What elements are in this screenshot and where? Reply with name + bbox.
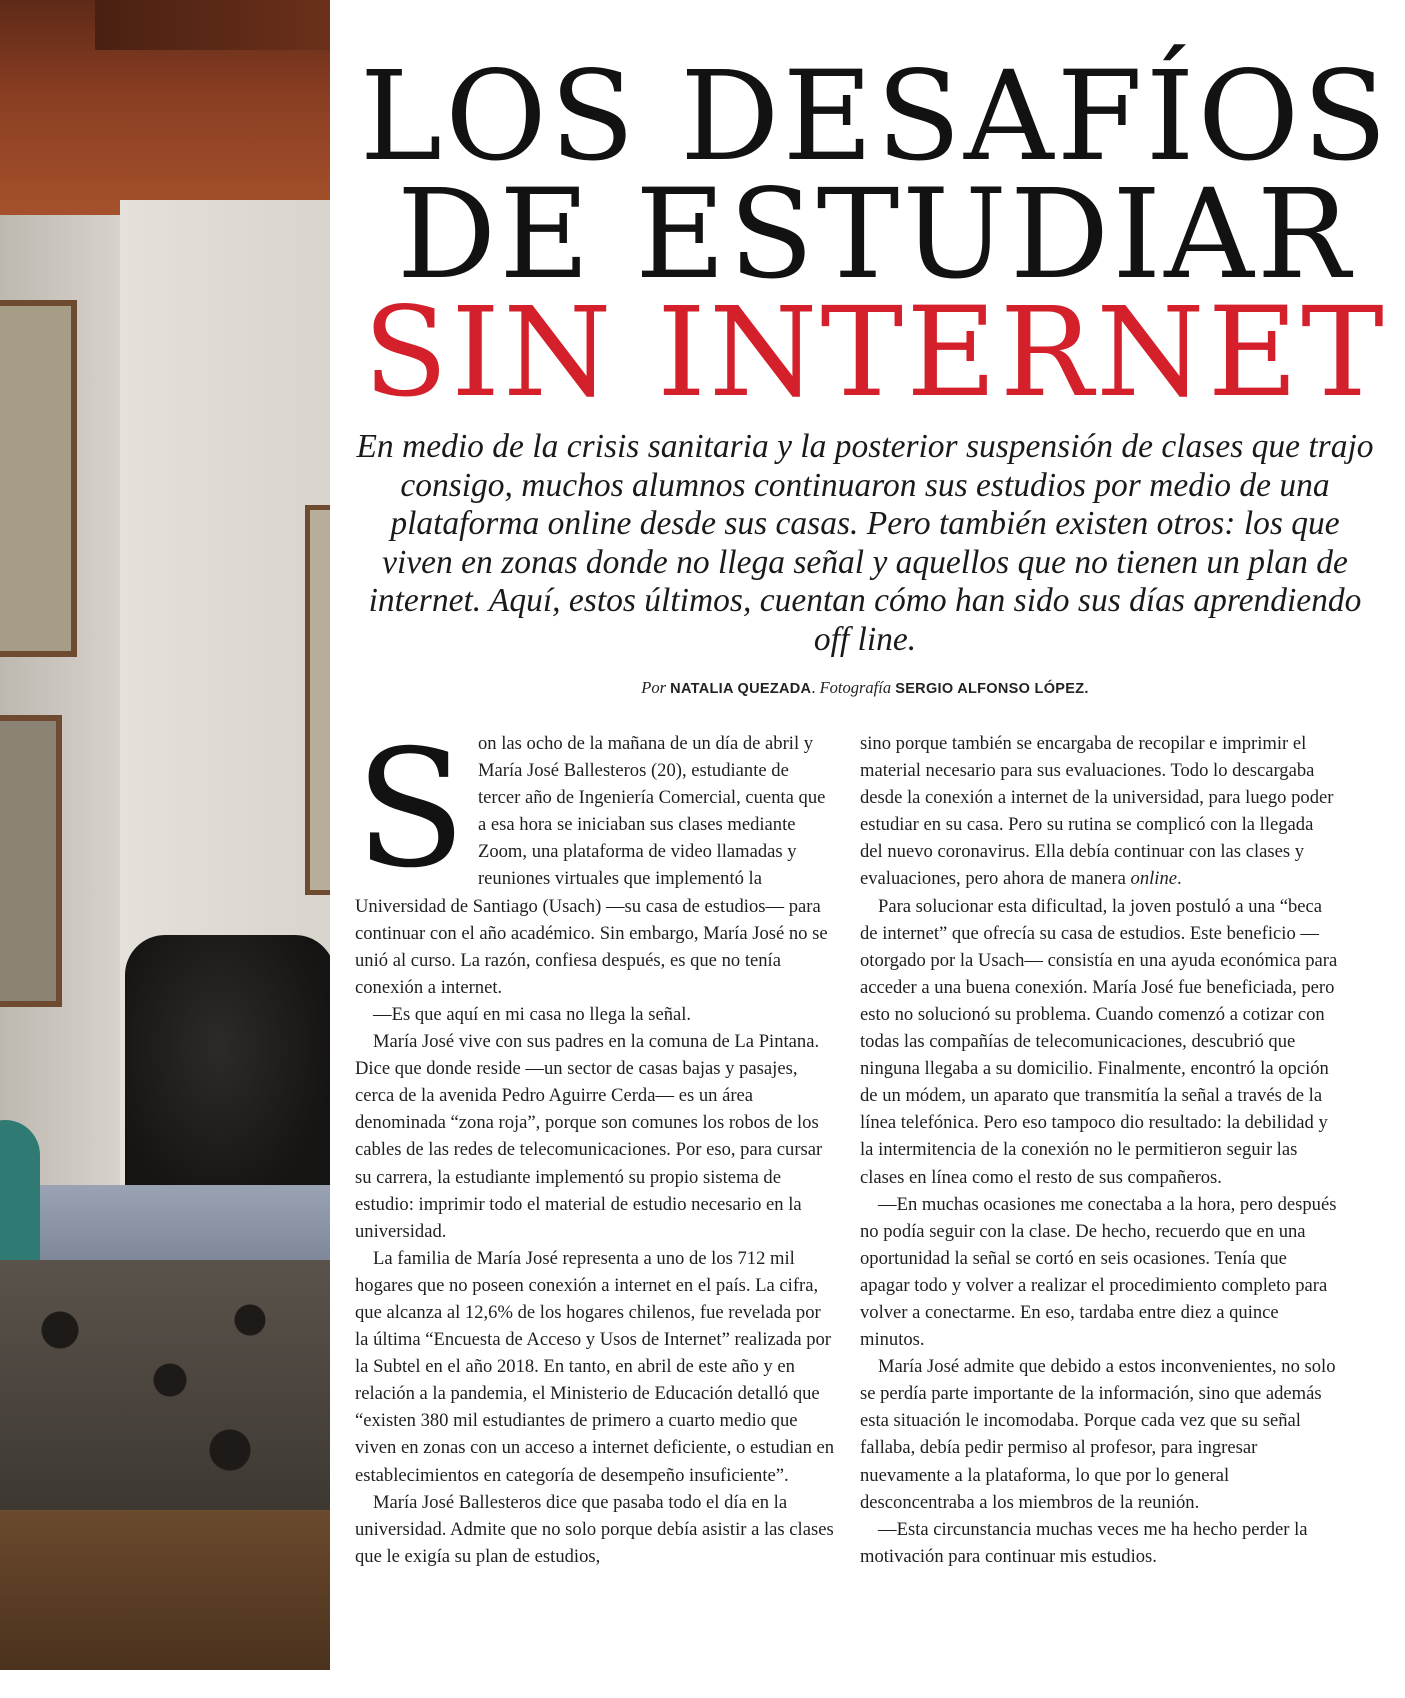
article-photo <box>0 0 330 1670</box>
body-paragraph: —Es que aquí en mi casa no llega la señal. <box>373 1003 692 1025</box>
byline <box>355 678 1375 698</box>
photo-cushion <box>0 1260 330 1510</box>
body-paragraph: Para solucionar esta dificultad, la joven postuló a una “beca de internet” que ofrecía su casa de estudios. Este beneficio —otorgado por la Usach— consistía en una ayuda económica para acceder a una buena conexión. María José fue beneficiada, pero esto no solucionó su problema. Cuando comenzó a cotizar con todas las compañías de telecomunicaciones, descubrió que ninguna llegaba a su domicilio. Finalmente, encontró la opción de un módem, un aparato que transmitía la señal a través de la línea telefónica. Pero eso tampoco dio resultado: la debilidad y la intermitencia de la conexión no le permitieron seguir las clases en línea como el resto de sus compañeros. <box>860 895 1338 1188</box>
body-paragraph: —Esta circunstancia muchas veces me ha hecho perder la motivación para continuar mis estudios. <box>860 1518 1308 1567</box>
body-paragraph: on las ocho de la mañana de un día de abril y María José Ballesteros (20), estudiante de tercer año de Ingeniería Comercial, cuenta que a esa hora se iniciaban sus clases mediante Zoom, una plataforma de video llamadas y reuniones virtuales que implementó la Universidad de Santiago (Usach) —su casa de estudios— para continuar con el año académico. Sin embargo, María José no se unió al curso. La razón, confiesa después, es que no tenía conexión a internet. <box>355 733 828 998</box>
photo-speaker <box>125 935 330 1215</box>
body-text-end: . <box>1177 868 1182 890</box>
body-italic-text: online <box>1130 868 1177 890</box>
body-text: sino porque también se encargaba de recopilar e imprimir el material necesario para sus evaluaciones. Todo lo descargaba desde la conexión a internet de la universidad, para luego poder estudiar en su casa. Pero su rutina se complicó con la llegada del nuevo coronavirus. Ella debía continuar con las clases y evaluaciones, pero ahora de manera <box>860 733 1334 890</box>
headline-line-3: SIN INTERNET <box>363 281 1387 425</box>
body-paragraph: María José admite que debido a estos inconvenientes, no solo se perdía parte importante de la información, sino que además esta situación le incomodaba. Porque cada vez que su señal fallaba, debía pedir permiso al profesor, para ingresar nuevamente a la plataforma, lo que por lo general desconcentraba a los miembros de la reunión. <box>860 1356 1336 1513</box>
body-paragraph: —En muchas ocasiones me conectaba a la hora, pero después no podía seguir con la clase. De hecho, recuerdo que en una oportunidad la señal se cortó en seis ocasiones. Tenía que apagar todo y volver a realizar el procedimiento completo para volver a conectarme. En eso, tardaba entre diez a quince minutos. <box>860 1193 1337 1351</box>
drop-cap: S <box>355 716 466 904</box>
lead-paragraph: En medio de la crisis sanitaria y la posterior suspensión de clases que trajo consigo, muchos alumnos continuaron sus estudios por medio de una plataforma online desde sus casas. Pero también existen otros: los que viven en zonas donde no llega señal y aquellos que no tienen un plan de internet. Aquí, estos últimos, cuentan cómo han sido sus días aprendiendo off line. <box>356 428 1374 658</box>
byline-author: NATALIA QUEZADA <box>670 681 812 697</box>
body-column-1 <box>355 716 835 1570</box>
photo-picture-frame <box>305 505 330 895</box>
byline-photo-label: Fotografía <box>819 678 892 697</box>
headline-line-1: LOS DESAFÍOS <box>359 45 1391 189</box>
photo-table <box>0 1510 330 1670</box>
body-column-2 <box>860 730 1340 1570</box>
photo-picture-frame <box>0 300 77 657</box>
body-paragraph <box>860 730 1340 893</box>
headline <box>355 45 1395 425</box>
photo-beam <box>95 0 330 50</box>
byline-separator: . <box>811 678 816 697</box>
headline-line-2: DE ESTUDIAR <box>396 163 1354 307</box>
byline-photographer: SERGIO ALFONSO LÓPEZ. <box>895 681 1089 697</box>
body-paragraph: La familia de María José representa a uno de los 712 mil hogares que no poseen conexión a internet en el país. La cifra, que alcanza al 12,6% de los hogares chilenos, fue revelada por la última “Encuesta de Acceso y Usos de Internet” realizada por la Subtel en el año 2018. En tanto, en abril de este año y en relación a la pandemia, el Ministerio de Educación detalló que “existen 380 mil estudiantes de primero a cuarto medio que viven en zonas con un acceso a internet deficiente, o estudian en establecimientos en categoría de desempeño insuficiente”. <box>355 1247 835 1486</box>
body-paragraph: María José Ballesteros dice que pasaba todo el día en la universidad. Admite que no solo porque debía asistir a las clases que le exigía su plan de estudios, <box>355 1491 834 1567</box>
body-paragraph: María José vive con sus padres en la comuna de La Pintana. Dice que donde reside —un sector de casas bajas y pasajes, cerca de la avenida Pedro Aguirre Cerda— es un área denominada “zona roja”, porque son comunes los robos de los cables de las redes de telecomunicaciones. Por eso, para cursar su carrera, la estudiante implementó su propio sistema de estudio: imprimir todo el material de estudio necesario en la universidad. <box>355 1031 823 1242</box>
byline-por: Por <box>641 678 667 697</box>
photo-picture-frame <box>0 715 62 1007</box>
